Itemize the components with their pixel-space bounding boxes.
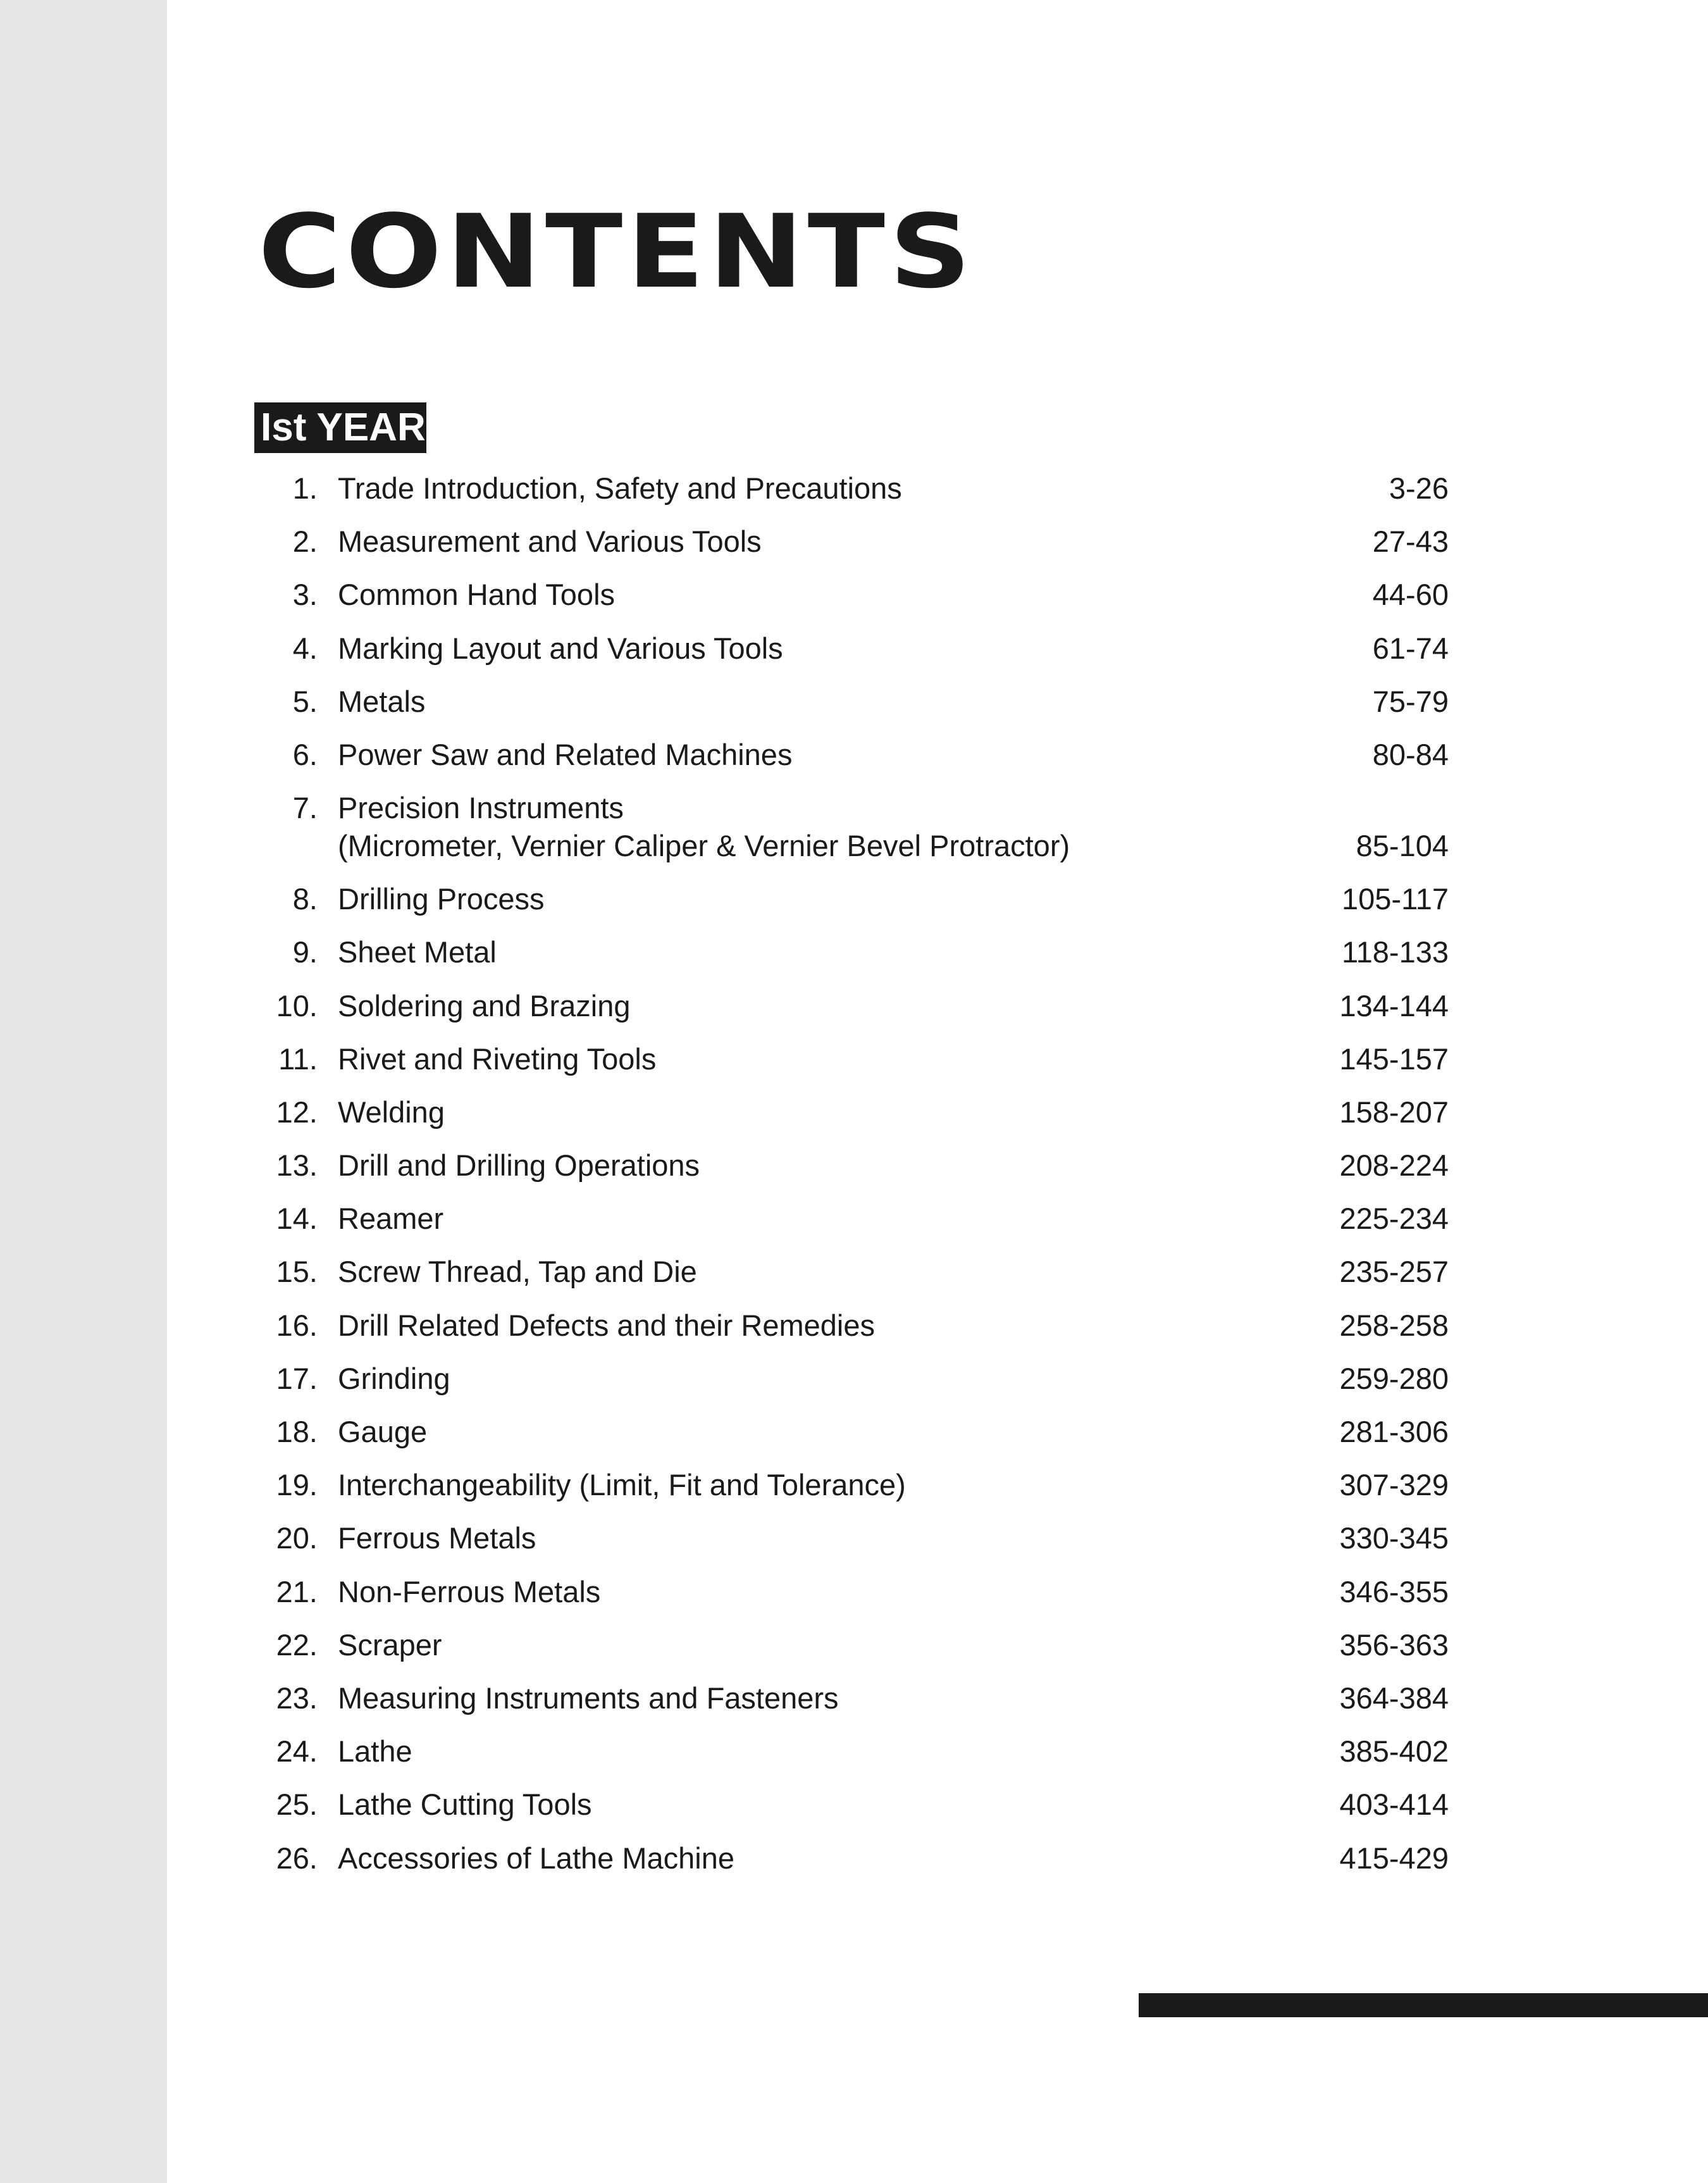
- toc-entry-page-range: 118-133: [1342, 935, 1449, 969]
- toc-entry-number: 26.: [276, 1841, 318, 1875]
- toc-entry-title: [338, 1732, 412, 1770]
- toc-entry[interactable]: [253, 1352, 1449, 1405]
- toc-entry-title: [338, 576, 615, 614]
- toc-entry-number: 18.: [276, 1415, 318, 1448]
- toc-entry-page-range: 225-234: [1339, 1202, 1449, 1236]
- bottom-decorative-bar: [1139, 1993, 1708, 2017]
- toc-entry-title: [338, 1839, 734, 1877]
- toc-entry[interactable]: [253, 1619, 1449, 1672]
- toc-entry-number: 16.: [276, 1308, 318, 1342]
- toc-entry[interactable]: [253, 1086, 1449, 1139]
- toc-entry-title-line: Grinding: [338, 1361, 450, 1395]
- toc-entry-title: [338, 933, 497, 971]
- toc-entry-title: [338, 1626, 442, 1664]
- toc-entry-number: 19.: [276, 1468, 318, 1502]
- toc-entry-title-line: Soldering and Brazing: [338, 988, 631, 1023]
- toc-entry-page-range: 145-157: [1339, 1042, 1449, 1076]
- toc-entry-title: [338, 1307, 875, 1345]
- toc-entry-page-range: 258-258: [1339, 1308, 1449, 1342]
- toc-entry-number: 4.: [292, 631, 318, 665]
- toc-entry-number: 22.: [276, 1627, 318, 1662]
- toc-entry-title-line: Non-Ferrous Metals: [338, 1574, 601, 1608]
- toc-entry[interactable]: [253, 1405, 1449, 1458]
- toc-entry-title-line: Marking Layout and Various Tools: [338, 631, 783, 665]
- toc-entry[interactable]: [253, 1565, 1449, 1619]
- toc-entry-page-range: 259-280: [1339, 1361, 1449, 1395]
- toc-entry-page-range: 80-84: [1372, 737, 1449, 771]
- toc-entry-title: [338, 630, 783, 668]
- toc-entry-title-line: Lathe Cutting Tools: [338, 1788, 592, 1822]
- toc-entry-title-line: Trade Introduction, Safety and Precautions: [338, 471, 902, 505]
- toc-entry-number: 14.: [276, 1202, 318, 1236]
- toc-entry-title-line: Ferrous Metals: [338, 1521, 536, 1555]
- toc-entry-title-line: Drill and Drilling Operations: [338, 1148, 700, 1183]
- toc-entry-title: [338, 789, 1070, 865]
- toc-entry-page-range: 330-345: [1339, 1521, 1449, 1555]
- toc-entry-title-line: Measurement and Various Tools: [338, 525, 762, 559]
- toc-entry[interactable]: [253, 1778, 1449, 1831]
- toc-entry[interactable]: [253, 1672, 1449, 1725]
- toc-entry[interactable]: [253, 515, 1449, 568]
- toc-entry-page-range: 346-355: [1339, 1574, 1449, 1608]
- toc-entry-number: 7.: [292, 791, 318, 825]
- toc-entry-page-range: 356-363: [1339, 1627, 1449, 1662]
- table-of-contents: [253, 462, 1449, 1885]
- toc-entry[interactable]: [253, 980, 1449, 1033]
- toc-entry-title-line: Drill Related Defects and their Remedies: [338, 1308, 875, 1342]
- toc-entry-number: 17.: [276, 1361, 318, 1395]
- toc-entry-page-range: 27-43: [1372, 525, 1449, 559]
- toc-entry[interactable]: [253, 1832, 1449, 1885]
- toc-entry-page-range: 385-402: [1339, 1734, 1449, 1769]
- page-title: CONTENTS: [258, 192, 975, 311]
- toc-entry[interactable]: [253, 1139, 1449, 1192]
- toc-entry-title-line: Lathe: [338, 1734, 412, 1769]
- toc-entry-title: [338, 470, 902, 507]
- toc-entry-title-line: Accessories of Lathe Machine: [338, 1841, 734, 1875]
- toc-entry[interactable]: [253, 568, 1449, 621]
- toc-entry-title: [338, 1253, 697, 1291]
- toc-entry-title: [338, 1360, 450, 1398]
- toc-entry-title: [338, 1466, 906, 1504]
- toc-entry-title-line: Interchangeability (Limit, Fit and Tolerance): [338, 1468, 906, 1502]
- toc-entry-number: 10.: [276, 988, 318, 1023]
- toc-entry-number: 2.: [292, 525, 318, 559]
- toc-entry-title: [338, 1679, 839, 1717]
- toc-entry-title-line: Metals: [338, 684, 426, 718]
- toc-entry-number: 5.: [292, 684, 318, 718]
- toc-entry-title: [338, 1093, 445, 1131]
- toc-entry-title: [338, 987, 630, 1025]
- toc-entry-number: 9.: [292, 935, 318, 969]
- toc-entry-title: [338, 1200, 443, 1238]
- toc-entry-title-line: Screw Thread, Tap and Die: [338, 1255, 697, 1289]
- toc-entry-title-line: Precision Instruments: [338, 791, 624, 825]
- toc-entry-number: 1.: [292, 471, 318, 505]
- toc-entry-number: 23.: [276, 1681, 318, 1715]
- toc-entry[interactable]: [253, 1458, 1449, 1512]
- toc-entry-title-line: Common Hand Tools: [338, 578, 616, 612]
- toc-entry-page-range: 158-207: [1339, 1095, 1449, 1129]
- toc-entry-number: 3.: [292, 578, 318, 612]
- toc-entry-title-line: Gauge: [338, 1415, 428, 1448]
- toc-entry[interactable]: [253, 926, 1449, 979]
- toc-entry[interactable]: [253, 1033, 1449, 1086]
- toc-entry[interactable]: [253, 1512, 1449, 1565]
- toc-entry-page-range: 134-144: [1339, 988, 1449, 1023]
- toc-entry-subtitle-line: (Micrometer, Vernier Caliper & Vernier Bevel Protractor): [338, 829, 1070, 863]
- toc-entry-title: [338, 736, 792, 774]
- toc-entry[interactable]: [253, 1245, 1449, 1298]
- toc-entry-title: [338, 880, 544, 918]
- toc-entry[interactable]: [253, 462, 1449, 515]
- toc-entry-title: [338, 1519, 536, 1557]
- toc-entry[interactable]: [253, 622, 1449, 675]
- left-margin-band: [0, 0, 167, 2183]
- toc-entry-page-range: 307-329: [1339, 1468, 1449, 1502]
- toc-entry-title-line: Measuring Instruments and Fasteners: [338, 1681, 839, 1715]
- toc-entry-title-line: Drilling Process: [338, 882, 545, 916]
- toc-entry-title: [338, 1573, 600, 1611]
- toc-entry-title-line: Scraper: [338, 1627, 442, 1662]
- toc-entry[interactable]: [253, 1725, 1449, 1778]
- toc-entry-number: 15.: [276, 1255, 318, 1289]
- toc-entry-page-range: 281-306: [1339, 1415, 1449, 1448]
- toc-entry[interactable]: [253, 1299, 1449, 1352]
- section-label: Ist YEAR: [254, 402, 426, 453]
- toc-entry-title: [338, 683, 425, 721]
- toc-entry-title: [338, 1413, 427, 1451]
- toc-entry[interactable]: [253, 873, 1449, 926]
- toc-entry-page-range: 415-429: [1339, 1841, 1449, 1875]
- toc-entry-title: [338, 523, 762, 561]
- toc-entry-page-range: 403-414: [1339, 1788, 1449, 1822]
- toc-entry-title-line: Welding: [338, 1095, 445, 1129]
- toc-entry-page-range: 235-257: [1339, 1255, 1449, 1289]
- toc-entry-page-range: 75-79: [1372, 684, 1449, 718]
- toc-entry-page-range: 364-384: [1339, 1681, 1449, 1715]
- toc-entry-page-range: 3-26: [1389, 471, 1449, 505]
- toc-entry-page-range: 61-74: [1372, 631, 1449, 665]
- toc-entry-title: [338, 1786, 592, 1824]
- toc-entry-number: 8.: [292, 882, 318, 916]
- toc-entry-page-range: 105-117: [1342, 882, 1449, 916]
- toc-entry-title: [338, 1147, 700, 1185]
- toc-entry-page-range: 85-104: [1356, 829, 1449, 863]
- toc-entry-page-range: 44-60: [1372, 578, 1449, 612]
- toc-entry-number: 6.: [292, 737, 318, 771]
- toc-entry-page-range: 208-224: [1339, 1148, 1449, 1183]
- toc-entry-number: 21.: [276, 1574, 318, 1608]
- toc-entry-number: 24.: [276, 1734, 318, 1769]
- toc-entry-title-line: Reamer: [338, 1202, 444, 1236]
- toc-entry-number: 12.: [276, 1095, 318, 1129]
- toc-entry[interactable]: [253, 1192, 1449, 1245]
- toc-entry[interactable]: [253, 675, 1449, 728]
- toc-entry[interactable]: [253, 728, 1449, 781]
- toc-entry-title: [338, 1040, 656, 1078]
- toc-entry-number: 13.: [276, 1148, 318, 1183]
- toc-entry-number: 20.: [276, 1521, 318, 1555]
- toc-entry-title-line: Power Saw and Related Machines: [338, 737, 793, 771]
- toc-entry-number: 11.: [278, 1042, 318, 1076]
- toc-entry[interactable]: [253, 781, 1449, 873]
- toc-entry-title-line: Rivet and Riveting Tools: [338, 1042, 657, 1076]
- toc-entry-title-line: Sheet Metal: [338, 935, 497, 969]
- toc-entry-number: 25.: [276, 1788, 318, 1822]
